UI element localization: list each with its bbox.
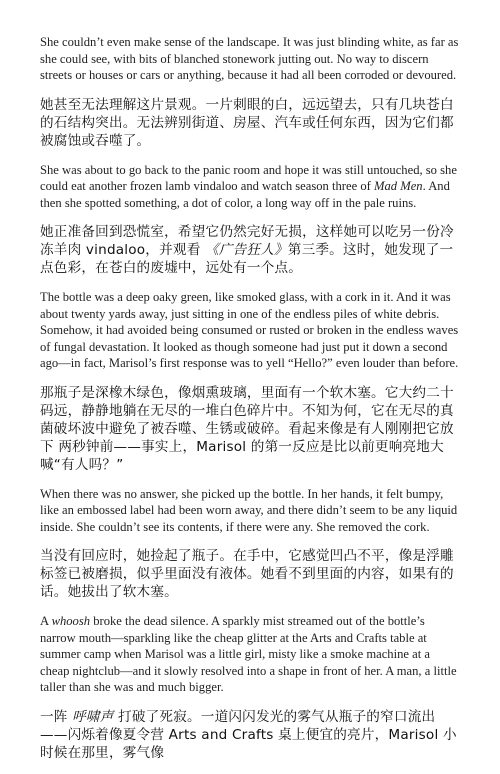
english-paragraph-6 [40, 486, 460, 536]
text-run: She was about to go back to the panic room and hope it was still untouched, so she could eat another frozen lamb vindaloo and watch season three of [40, 162, 457, 193]
text-run: A [40, 614, 52, 628]
english-paragraph-2 [40, 162, 460, 212]
text-run: 她甚至无法理解这片景观。一片刺眼的白，远远望去，只有几块苍白的石结构突出。无法辨别街道、房屋、汽车或任何东西，因为它们都被腐蚀或吞噬了。 [40, 96, 454, 149]
italic-text: 《广告狂人》 [205, 242, 288, 258]
english-paragraph-8 [40, 613, 460, 696]
text-run: 她正准备回到恐慌室，希望它仍然完好无损，这样她可以吃另一份冷冻羊肉 vindaloo，并观看 [40, 224, 454, 258]
italic-text: Mad Men [373, 179, 423, 193]
text-run: The bottle was a deep oaky green, like smoked glass, with a cork in it. And it was about twenty yards away, just sitting in one of the endless piles of white debris. Somehow, it had avoided being consumed or rusted or broken in the endless waves of fungal devastation. It looked as though someone had just put it down a second ago—in fact, Marisol’s first response was to yell “Hello?” even louder than before. [40, 290, 459, 370]
text-run: 第三季。这时，她发现了一点色彩，在苍白的废墟中，远处有一个点。 [40, 242, 454, 276]
text-run: broke the dead silence. A sparkly mist streamed out of the bottle’s narrow mouth—sparkling like the cheap glitter at the Arts and Crafts table at summer camp when Marisol was a little girl, misty like a smoke machine at a cheap nightclub—and it slowly resolved into a shape in front of her. A man, a little taller than she was and much bigger. [40, 614, 457, 694]
italic-text: 呼啸声 [72, 708, 114, 725]
chinese-paragraph-7 [40, 547, 460, 601]
text-run: 当没有回应时，她捡起了瓶子。在手中，它感觉凹凸不平，像是浮雕标签已被磨损，似乎里面没有液体。她看不到里面的内容，如果有的话。她拔出了软木塞。 [40, 548, 454, 600]
english-paragraph-0 [40, 34, 460, 84]
italic-text: whoosh [51, 614, 91, 628]
chinese-paragraph-5 [40, 384, 460, 474]
document-page [40, 34, 460, 774]
text-run: . And then she spotted something, a dot of color, a long way off in the pale ruins. [40, 179, 450, 210]
chinese-paragraph-9 [40, 708, 460, 762]
text-run: 一阵 [40, 708, 73, 725]
chinese-paragraph-1 [40, 96, 460, 150]
text-run: 打破了死寂。一道闪闪发光的雾气从瓶子的窄口流出——闪烁着像夏令营 Arts and Crafts 桌上便宜的亮片，Marisol 小时候在那里，雾气像 [40, 708, 457, 761]
text-run: 那瓶子是深橡木绿色，像烟熏玻璃，里面有一个软木塞。它大约二十码远，静静地躺在无尽的一堆白色碎片中。不知为何，它在无尽的真菌破坏波中避免了被吞噬、生锈或破碎。看起来像是有人刚刚把它放下 两秒钟前——事实上，Marisol 的第一反应是比以前更响亮地大喊“有人吗？” [40, 384, 454, 473]
text-run: She couldn’t even make sense of the landscape. It was just blinding white, as far as she could see, with bits of blanched stonework jutting out. No way to discern streets or houses or cars or anything, because it had all been corroded or devoured. [40, 35, 459, 82]
chinese-paragraph-3 [40, 223, 460, 277]
text-run: When there was no answer, she picked up the bottle. In her hands, it felt bumpy, like an embossed label had been worn away, and there didn’t seem to be any liquid inside. She couldn’t see its contents, if there were any. She removed the cork. [40, 486, 458, 534]
english-paragraph-4 [40, 289, 460, 372]
